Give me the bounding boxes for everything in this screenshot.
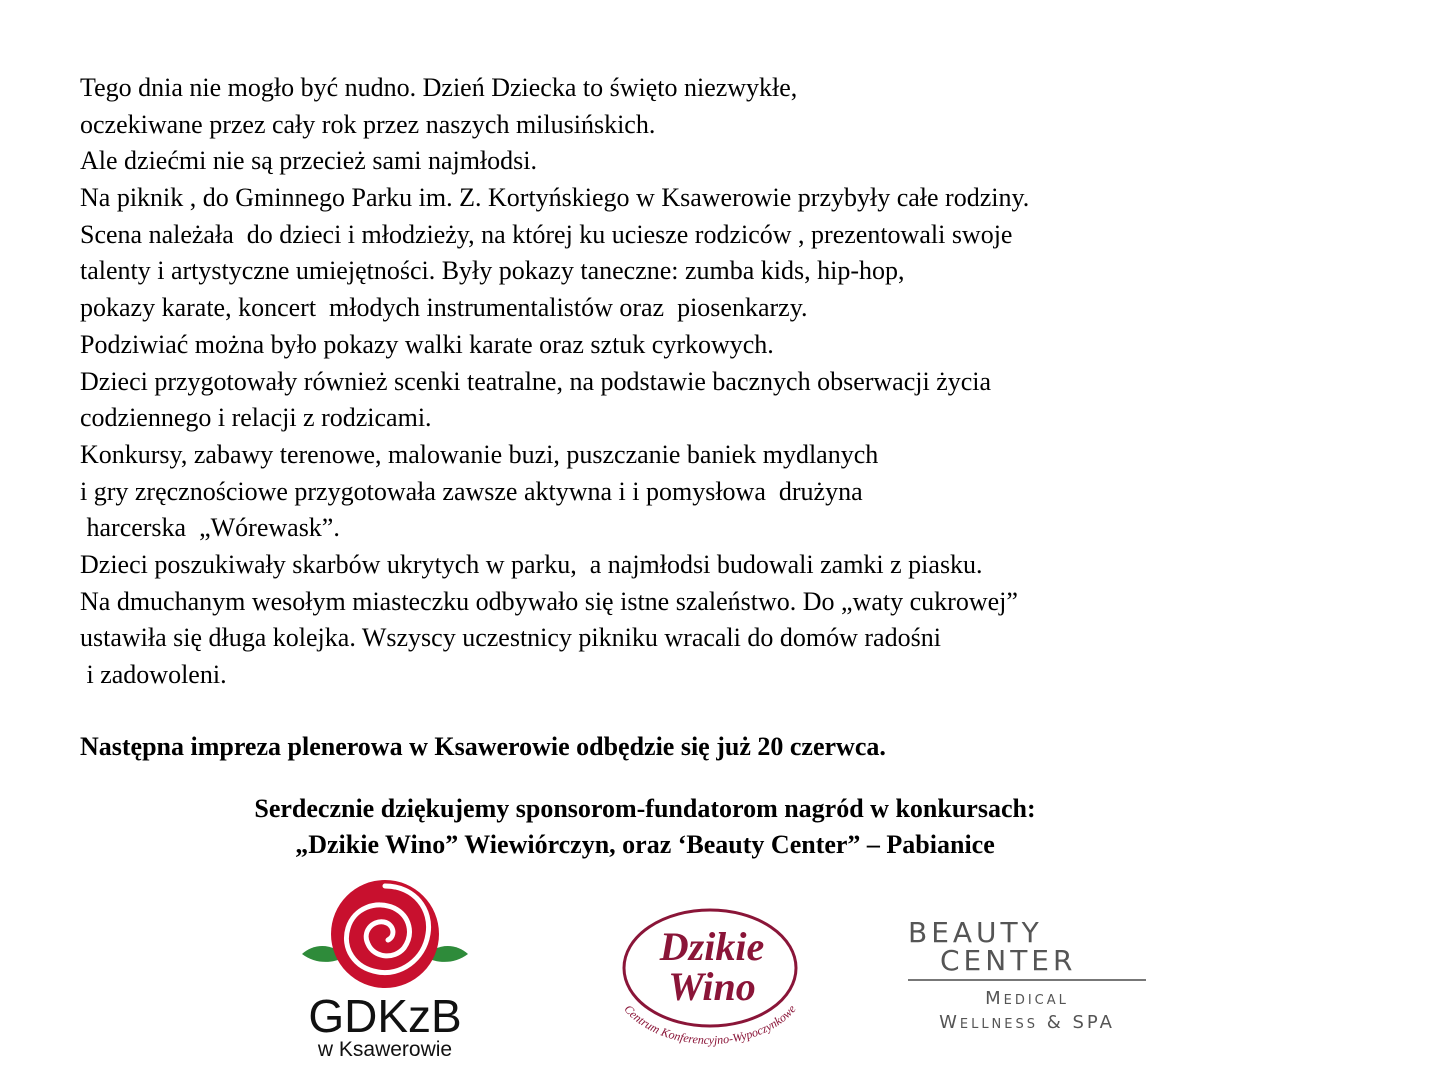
dzikie-wino-arc-text: Centrum Konferencyjno-Wypoczynkowe [621,1001,799,1048]
article-line: Konkursy, zabawy terenowe, malowanie buzi, puszczanie baniek mydlanych [80,439,879,469]
gdkzb-logo [290,872,480,1062]
article-line: codziennego i relacji z rodzicami. [80,403,432,433]
beauty-center-wellness: Wellness & SPA [939,1012,1115,1033]
article-line: i gry zręcznościowe przygotowała zawsze aktywna i i pomysłowa drużyna [80,476,863,506]
article-line: Dzieci poszukiwały skarbów ukrytych w parku, a najmłodsi budowali zamki z piasku. [80,549,983,579]
dzikie-wino-logo [600,900,820,1050]
article-line: Dzieci przygotowały również scenki teatralne, na podstawie bacznych obserwacji życia [80,366,992,396]
article-line: Ale dziećmi nie są przecież sami najmłodsi. [80,146,537,176]
sponsor-names-line: „Dzikie Wino” Wiewiórczyn, oraz ‘Beauty Center” – Pabianice [295,830,995,859]
beauty-center-logo [900,912,1150,1042]
beauty-center-medical: Medical [985,988,1069,1009]
article-line: talenty i artystyczne umiejętności. Były pokazy taneczne: zumba kids, hip-hop, [80,256,905,286]
article-line: oczekiwane przez cały rok przez naszych milusińskich. [80,109,656,139]
article-line: harcerska „Wórewask”. [80,513,340,543]
article-body [80,70,1380,694]
article-line: i zadowoleni. [80,660,227,689]
sponsor-thanks-line: Serdecznie dziękujemy sponsorom-fundatorom nagród w konkursach: [254,794,1036,823]
rose-icon [302,880,468,988]
beauty-center-word1: BEAUTY [908,916,1043,949]
article-line: ustawiła się długa kolejka. Wszyscy uczestnicy pikniku wracali do domów radośni [80,623,941,653]
article-line: Na piknik , do Gminnego Parku im. Z. Kortyńskiego w Ksawerowie przybyły całe rodziny. [80,183,1030,213]
article-line: Podziwiać można było pokazy walki karate oraz sztuk cyrkowych. [80,329,774,359]
next-event-announcement: Następna impreza plenerowa w Ksawerowie odbędzie się już 20 czerwca. [80,732,886,761]
dzikie-wino-word2: Wino [668,964,756,1009]
gdkzb-logo-name: GDKzB [308,990,462,1042]
dzikie-wino-word1: Dzikie [659,924,765,969]
article-line: pokazy karate, koncert młodych instrumentalistów oraz piosenkarzy. [80,293,808,323]
beauty-center-word2: CENTER [940,944,1077,977]
sponsor-thanks [0,791,1290,863]
article-line: Tego dnia nie mogło być nudno. Dzień Dziecka to święto niezwykłe, [80,73,798,102]
article-line: Scena należała do dzieci i młodzieży, na której ku uciesze rodziców , prezentowali swoje [80,219,1013,249]
gdkzb-logo-subtitle: w Ksawerowie [317,1038,453,1061]
article-line: Na dmuchanym wesołym miasteczku odbywało się istne szaleństwo. Do „waty cukrowej” [80,586,1018,616]
